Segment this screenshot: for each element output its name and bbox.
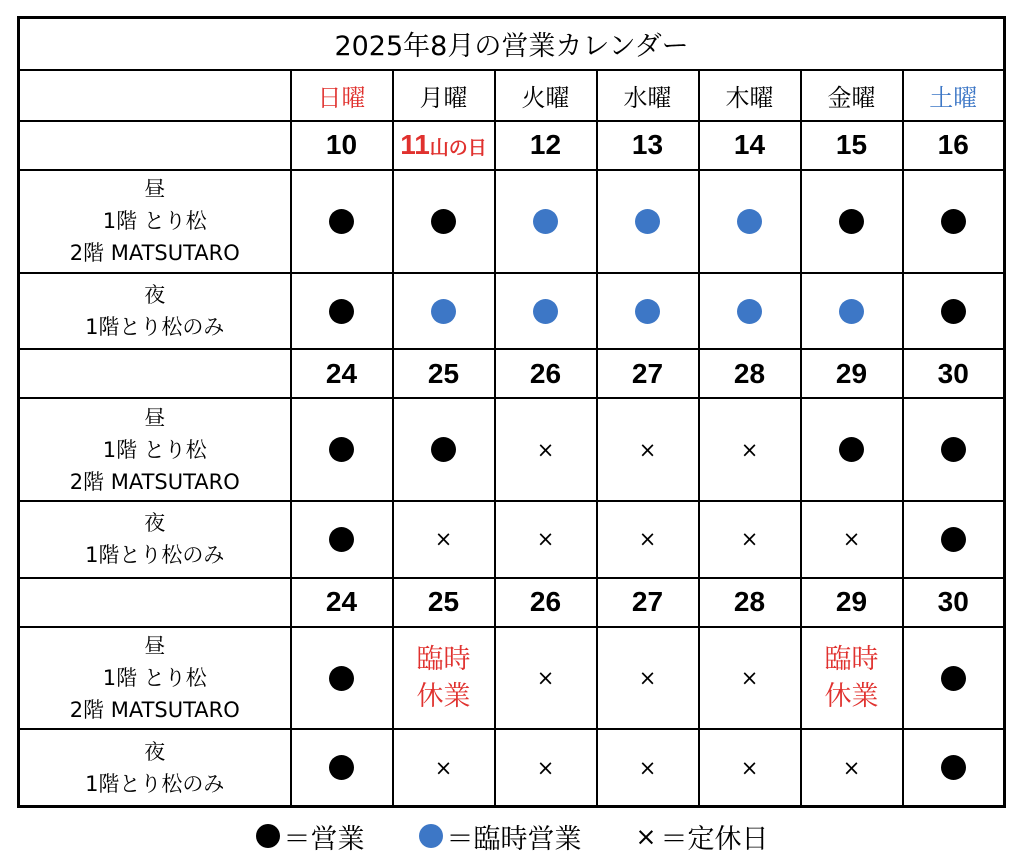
black-circle-icon [839, 209, 864, 234]
black-circle-icon [941, 209, 966, 234]
weekday-header: 月曜 [393, 70, 495, 121]
lunch-label-line: 2階 MATSUTARO [69, 469, 240, 494]
dinner-status-cell [495, 501, 597, 577]
lunch-status-cell [495, 398, 597, 501]
cross-mark-icon: × [740, 437, 759, 462]
lunch-label [19, 398, 291, 501]
blue-circle-icon [533, 209, 558, 234]
date-row-blank [19, 121, 291, 170]
date-cell [699, 121, 801, 170]
date-cell [597, 578, 699, 627]
cross-mark-icon: × [536, 437, 555, 462]
lunch-label [19, 170, 291, 273]
date-cell [903, 121, 1005, 170]
date-cell [801, 349, 903, 398]
lunch-status-cell [291, 398, 393, 501]
dinner-status-cell [597, 273, 699, 349]
date-row-blank [19, 349, 291, 398]
temporary-closure-text: 臨時 [824, 644, 879, 675]
date-cell [495, 349, 597, 398]
dinner-status-cell [699, 729, 801, 806]
blue-circle-icon [431, 299, 456, 324]
legend-item [636, 817, 769, 856]
date-number: 16 [937, 129, 969, 161]
legend-item [419, 817, 582, 856]
lunch-status-cell [597, 170, 699, 273]
date-cell [393, 349, 495, 398]
blue-circle-icon [419, 824, 443, 848]
date-cell [393, 121, 495, 170]
date-number: 25 [427, 357, 460, 389]
black-circle-icon [839, 437, 864, 462]
lunch-status-cell [903, 627, 1005, 730]
date-number: 24 [325, 586, 358, 618]
weekday-header: 金曜 [801, 70, 903, 121]
cross-mark-icon: × [842, 755, 861, 780]
date-cell [597, 121, 699, 170]
lunch-label [19, 627, 291, 730]
date-cell [291, 578, 393, 627]
dinner-label-line: 夜 [144, 511, 166, 536]
lunch-label-line: 昼 [144, 634, 166, 658]
dinner-row [19, 729, 1005, 806]
cross-mark-icon: × [638, 527, 657, 552]
cross-mark-icon: × [536, 527, 555, 552]
lunch-status-cell [597, 627, 699, 730]
blue-circle-icon [635, 299, 660, 324]
date-cell [699, 349, 801, 398]
weekday-header: 木曜 [699, 70, 801, 121]
holiday-name: 山の日 [429, 138, 487, 160]
temporary-closure-text: 休業 [416, 681, 471, 712]
dinner-label [19, 729, 291, 806]
cross-mark-icon: × [536, 666, 555, 690]
cross-mark-icon: × [740, 666, 759, 690]
lunch-status-cell [801, 398, 903, 501]
date-cell [291, 349, 393, 398]
date-cell [393, 578, 495, 627]
dinner-status-cell [597, 501, 699, 577]
date-number: 10 [325, 129, 358, 161]
date-number: 13 [631, 129, 664, 161]
dinner-status-cell [495, 729, 597, 806]
legend [0, 813, 1024, 859]
lunch-row [19, 170, 1005, 273]
cross-mark-icon: × [842, 527, 861, 552]
black-circle-icon [329, 299, 354, 324]
calendar-title: 2025年8月の営業カレンダー [19, 18, 1005, 70]
date-number: 29 [835, 357, 868, 389]
blue-circle-icon [839, 299, 864, 324]
date-number: 28 [733, 357, 766, 389]
cross-mark-icon: × [638, 666, 657, 690]
date-number: 12 [529, 129, 562, 161]
date-row [19, 121, 1005, 170]
dinner-status-cell [699, 501, 801, 577]
black-circle-icon [256, 824, 280, 848]
weekday-header: 日曜 [291, 70, 393, 121]
dinner-label-line: 夜 [144, 739, 166, 764]
date-number: 30 [937, 586, 969, 618]
black-circle-icon [329, 437, 354, 462]
black-circle-icon [941, 437, 966, 462]
date-number: 26 [529, 357, 562, 389]
dinner-label [19, 501, 291, 577]
lunch-status-cell [291, 170, 393, 273]
black-circle-icon [941, 666, 966, 691]
date-cell [903, 349, 1005, 398]
black-circle-icon [941, 755, 966, 780]
dinner-status-cell [903, 501, 1005, 577]
date-cell [597, 349, 699, 398]
blue-circle-icon [737, 209, 762, 234]
dinner-status-cell [801, 273, 903, 349]
black-circle-icon [941, 527, 966, 552]
temporary-closure-text: 臨時 [416, 644, 471, 675]
lunch-label-line: 2階 MATSUTARO [69, 241, 240, 266]
dinner-status-cell [801, 501, 903, 577]
lunch-status-cell [903, 170, 1005, 273]
dinner-status-cell [393, 273, 495, 349]
date-row [19, 578, 1005, 627]
dinner-label-line: 夜 [144, 283, 166, 308]
dinner-row [19, 501, 1005, 577]
dinner-status-cell [291, 729, 393, 806]
lunch-label-line: 2階 MATSUTARO [69, 698, 240, 722]
dinner-status-cell [393, 501, 495, 577]
weekday-header: 土曜 [903, 70, 1005, 121]
blue-circle-icon [533, 299, 558, 324]
lunch-status-cell [903, 398, 1005, 501]
lunch-label-line: 1階 とり松 [102, 666, 207, 690]
dinner-status-cell [393, 729, 495, 806]
dinner-label-line: 1階とり松のみ [85, 315, 225, 340]
dinner-label-line: 1階とり松のみ [85, 543, 225, 568]
lunch-label-line: 昼 [144, 177, 166, 202]
dinner-label [19, 273, 291, 349]
dinner-status-cell [597, 729, 699, 806]
black-circle-icon [329, 209, 354, 234]
cross-mark-icon: × [740, 527, 759, 552]
blue-circle-icon [635, 209, 660, 234]
dinner-status-cell [801, 729, 903, 806]
holiday-date-number: 11 [400, 129, 430, 161]
date-number: 30 [937, 357, 969, 389]
legend-text: ＝臨時営業 [446, 823, 582, 855]
date-number: 25 [427, 586, 460, 618]
lunch-row [19, 398, 1005, 501]
lunch-status-cell [699, 627, 801, 730]
date-number: 15 [835, 129, 868, 161]
lunch-status-cell [597, 398, 699, 501]
cross-mark-icon: × [434, 755, 453, 780]
lunch-status-cell [291, 627, 393, 730]
lunch-status-cell [801, 627, 903, 730]
black-circle-icon [329, 755, 354, 780]
dinner-status-cell [291, 501, 393, 577]
lunch-status-cell [393, 398, 495, 501]
dinner-status-cell [291, 273, 393, 349]
date-cell [903, 578, 1005, 627]
temporary-closure-note [417, 641, 471, 715]
black-circle-icon [329, 527, 354, 552]
temporary-closure-note [825, 641, 879, 715]
cross-mark-icon: × [638, 437, 657, 462]
date-number: 24 [325, 357, 358, 389]
lunch-status-cell [801, 170, 903, 273]
black-circle-icon [431, 437, 456, 462]
date-number: 26 [529, 586, 562, 618]
date-number: 27 [631, 357, 664, 389]
lunch-row [19, 627, 1005, 730]
date-cell [291, 121, 393, 170]
date-number: 14 [733, 129, 766, 161]
date-number: 27 [631, 586, 664, 618]
lunch-label-line: 昼 [144, 405, 166, 430]
date-cell [495, 121, 597, 170]
date-cell [801, 121, 903, 170]
dinner-status-cell [903, 729, 1005, 806]
temporary-closure-text: 休業 [824, 681, 879, 712]
dinner-status-cell [495, 273, 597, 349]
cross-mark-icon: × [434, 527, 453, 552]
lunch-status-cell [393, 170, 495, 273]
lunch-status-cell [699, 398, 801, 501]
black-circle-icon [431, 209, 456, 234]
cross-mark-icon: × [536, 755, 555, 780]
date-row [19, 349, 1005, 398]
lunch-label-line: 1階 とり松 [102, 209, 207, 234]
weekday-header: 水曜 [597, 70, 699, 121]
dinner-status-cell [903, 273, 1005, 349]
lunch-status-cell [495, 627, 597, 730]
weekday-header-blank [19, 70, 291, 121]
date-number: 29 [835, 586, 868, 618]
legend-text: ＝営業 [283, 823, 365, 855]
lunch-label-line: 1階 とり松 [102, 437, 207, 462]
dinner-status-cell [699, 273, 801, 349]
business-calendar-table [17, 16, 1006, 808]
cross-mark-icon: × [635, 821, 657, 851]
lunch-status-cell [393, 627, 495, 730]
black-circle-icon [329, 666, 354, 691]
date-row-blank [19, 578, 291, 627]
blue-circle-icon [737, 299, 762, 324]
date-number: 28 [733, 586, 766, 618]
legend-item [256, 817, 365, 856]
dinner-row [19, 273, 1005, 349]
cross-mark-icon: × [638, 755, 657, 780]
cross-mark-icon: × [740, 755, 759, 780]
date-cell [801, 578, 903, 627]
legend-text: ＝定休日 [660, 823, 769, 855]
dinner-label-line: 1階とり松のみ [85, 771, 225, 796]
weekday-header: 火曜 [495, 70, 597, 121]
black-circle-icon [941, 299, 966, 324]
date-cell [699, 578, 801, 627]
lunch-status-cell [495, 170, 597, 273]
lunch-status-cell [699, 170, 801, 273]
date-cell [495, 578, 597, 627]
